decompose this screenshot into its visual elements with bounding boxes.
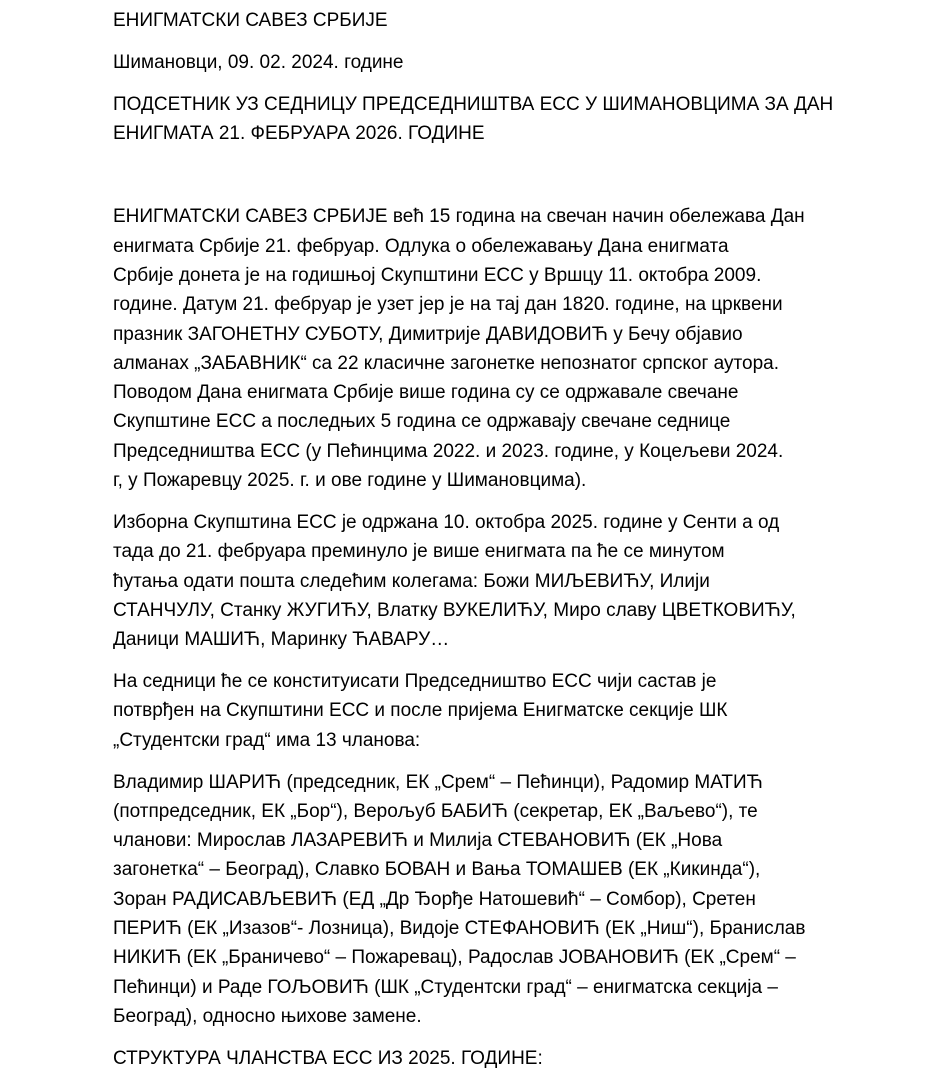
paragraph-line: тада до 21. фебруара преминуло је више енигмата па ће се минутом <box>113 541 725 563</box>
place-and-date: Шимановци, 09. 02. 2024. године <box>113 51 404 73</box>
paragraph-line: Пећинци) и Раде ГОЉОВИЋ (ШК „Студентски град“ – енигматска секција – <box>113 976 778 998</box>
section-heading: СТРУКТУРА ЧЛАНСТВА ЕСС ИЗ 2025. ГОДИНЕ: <box>113 1047 543 1069</box>
paragraph-line: ћутања одати пошта следећим колегама: Божи МИЉЕВИЋУ, Илији <box>113 570 710 592</box>
paragraph-members <box>113 768 838 1032</box>
paragraph-memorial <box>113 508 838 654</box>
document-title-line: ПОДСЕТНИК УЗ СЕДНИЦУ ПРЕДСЕДНИШТВА ЕСС У ШИМАНОВЦИМА ЗА ДАН <box>113 93 834 115</box>
paragraph-line: Зоран РАДИСАВЉЕВИЋ (ЕД „Др Ђорђе Натошевић“ – Сомбор), Сретен <box>113 888 756 910</box>
paragraph-line: (потпредседник, ЕК „Бор“), Верољуб БАБИЋ (секретар, ЕК „Ваљево“), те <box>113 800 758 822</box>
paragraph-line: Србије донета је на годишњој Скупштини ЕСС у Вршцу 11. октобра 2009. <box>113 264 762 286</box>
paragraph-line: Изборна Скупштина ЕСС је одржана 10. октобра 2025. године у Сенти а од <box>113 511 780 533</box>
paragraph-line: алманах „ЗАБАВНИК“ са 22 класичне загонетке непознатог српског аутора. <box>113 352 779 374</box>
paragraph-line: године. Датум 21. фебруар је узет јер је на тај дан 1820. године, на црквени <box>113 294 783 316</box>
paragraph-line: ЕНИГМАТСКИ САВЕЗ СРБИЈЕ већ 15 година на свечан начин обележава Дан <box>113 206 805 228</box>
paragraph-line: СТАНЧУЛУ, Станку ЖУГИЋУ, Влатку ВУКЕЛИЋУ, Миро славу ЦВЕТКОВИЋУ, <box>113 599 796 621</box>
paragraph-line: загонетка“ – Београд), Славко БОВАН и Вања ТОМАШЕВ (ЕК „Кикинда“), <box>113 859 761 881</box>
paragraph-history <box>113 202 838 495</box>
paragraph-line: Поводом Дана енигмата Србије више година су се одржавале свечане <box>113 382 739 404</box>
paragraph-line: потврђен на Скупштини ЕСС и после пријема Енигматске секције ШК <box>113 700 728 722</box>
paragraph-line: Владимир ШАРИЋ (председник, ЕК „Срем“ – Пећинци), Радомир МАТИЋ <box>113 771 763 793</box>
paragraph-line: Даници МАШИЋ, Маринку ЋАВАРУ… <box>113 629 450 651</box>
paragraph-line: празник ЗАГОНЕТНУ СУБОТУ, Димитрије ДАВИДОВИЋ у Бечу објавио <box>113 323 743 345</box>
paragraph-line: На седници ће се конституисати Председништво ЕСС чији састав је <box>113 671 717 693</box>
paragraph-line: г, у Пожаревцу 2025. г. и ове године у Шимановцима). <box>113 470 587 492</box>
paragraph-line: Председништва ЕСС (у Пећинцима 2022. и 2023. године, у Коцељеви 2024. <box>113 440 784 462</box>
document-title-line: ЕНИГМАТА 21. ФЕБРУАРА 2026. ГОДИНЕ <box>113 123 485 145</box>
paragraph-line: Скупштине ЕСС а последњих 5 година се одржавају свечане седнице <box>113 411 731 433</box>
paragraph-line: чланови: Мирослав ЛАЗАРЕВИЋ и Милија СТЕВАНОВИЋ (ЕК „Нова <box>113 830 723 852</box>
organization-name: ЕНИГМАТСКИ САВЕЗ СРБИЈЕ <box>113 10 388 31</box>
document-page <box>113 6 838 1073</box>
document-title <box>113 90 838 149</box>
paragraph-line: енигмата Србије 21. фебруар. Одлука о обележавању Дана енигмата <box>113 235 729 257</box>
paragraph-line: НИКИЋ (ЕК „Браничево“ – Пожаревац), Радослав ЈОВАНОВИЋ (ЕК „Срем“ – <box>113 947 796 969</box>
paragraph-line: Београд), односно њихове замене. <box>113 1005 422 1027</box>
paragraph-line: „Студентски град“ има 13 чланова: <box>113 729 421 751</box>
paragraph-line: ПЕРИЋ (ЕК „Изазов“- Лозница), Видоје СТЕФАНОВИЋ (ЕК „Ниш“), Бранислав <box>113 917 806 939</box>
paragraph-presidency <box>113 667 838 755</box>
